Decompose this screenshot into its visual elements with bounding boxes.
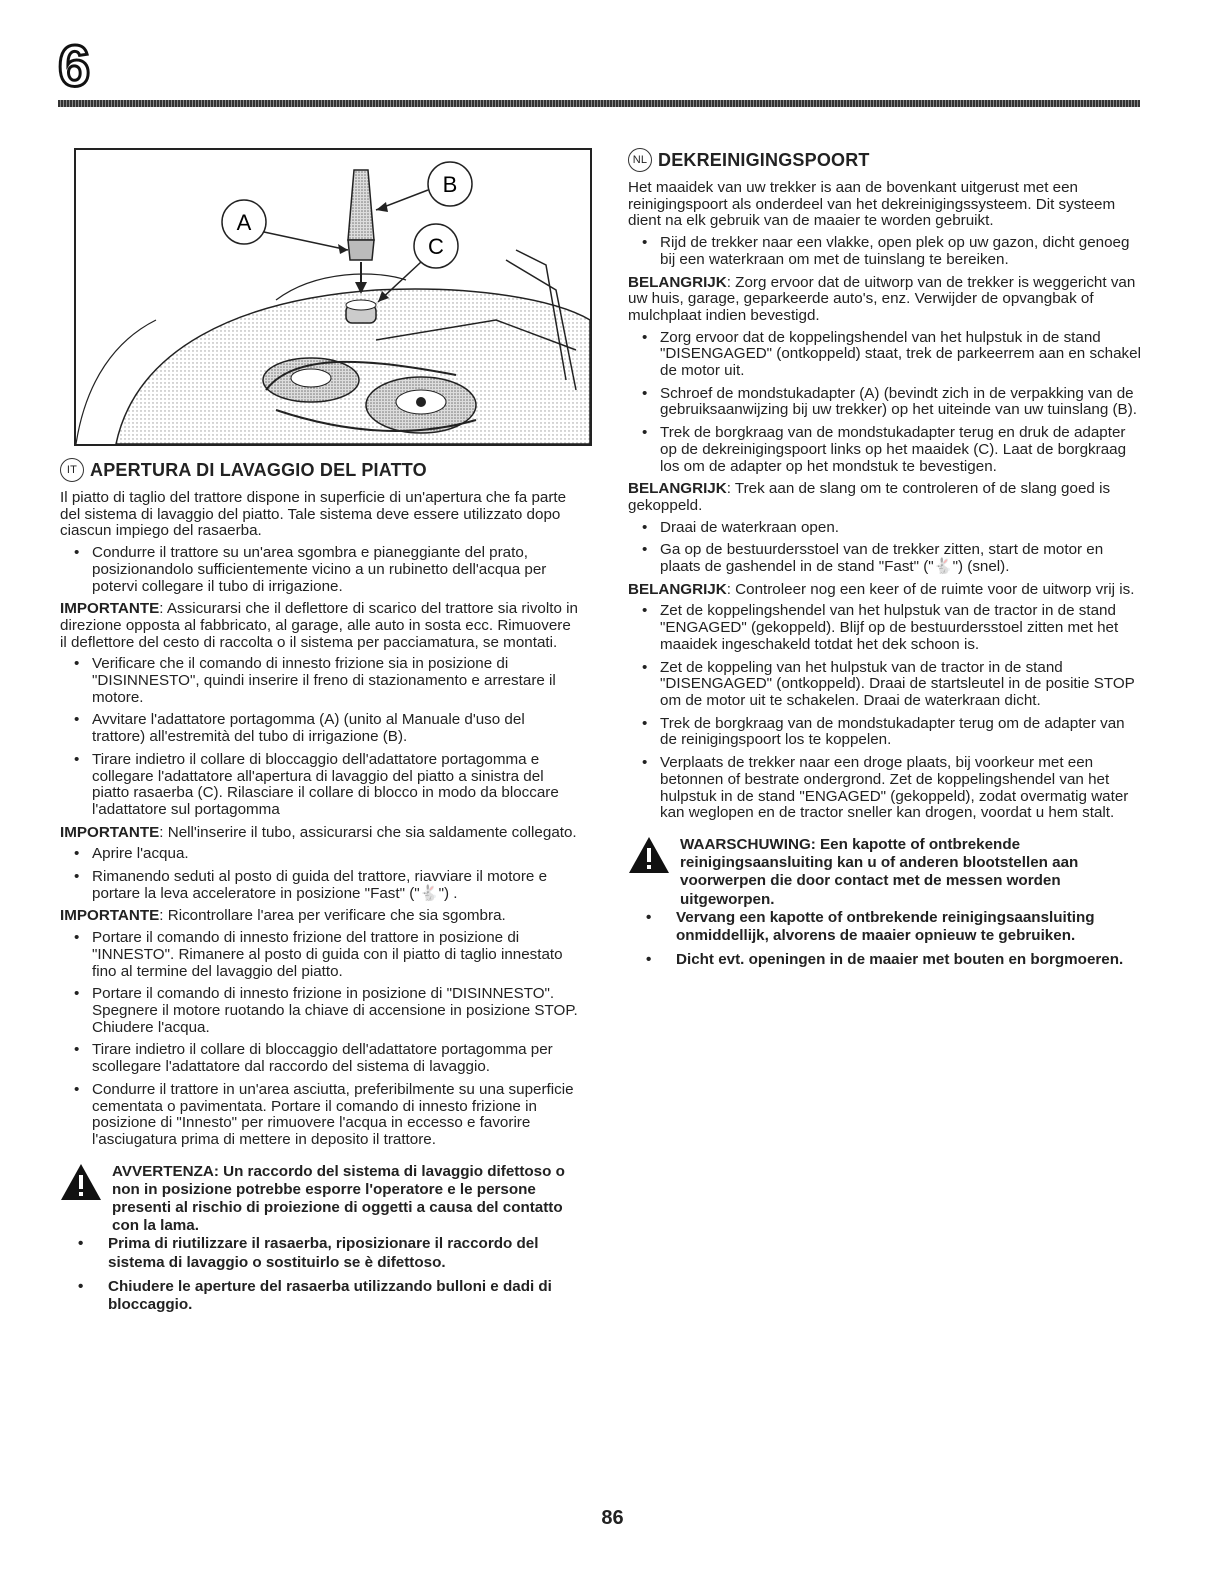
italian-steps-3 bbox=[60, 846, 580, 902]
dutch-title: DEKREINIGINGSPOORT bbox=[658, 149, 870, 170]
callout-b-label: B bbox=[442, 172, 458, 197]
italian-steps-2 bbox=[60, 656, 580, 818]
dutch-section bbox=[628, 148, 1141, 975]
dutch-warning bbox=[628, 836, 1141, 909]
list-item: • Trek de borgkraag van de mondstukadapter terug om de adapter van de reinigingspoort los te koppelen. bbox=[628, 716, 1141, 749]
italian-intro: Il piatto di taglio del trattore dispone in superficie di un'apertura che fa parte del sistema di lavaggio del piatto. Tale sistema deve essere utilizzato dopo ciascun impiego del rasaerba. bbox=[60, 489, 567, 540]
italian-title: APERTURA DI LAVAGGIO DEL PIATTO bbox=[90, 459, 427, 480]
mower-deck-illustration bbox=[76, 150, 590, 444]
list-item: • Rimanendo seduti al posto di guida del trattore, riavviare il motore e portare la leva acceleratore in posizione "Fast" ("🐇") . bbox=[60, 869, 580, 902]
dutch-warning-list bbox=[628, 909, 1141, 970]
list-item: • Zet de koppeling van het hulpstuk van de tractor in de stand "DISENGAGED" (ontkoppeld). Draai de startsleutel in de positie STOP om de motor uit te schakelen. Draai de waterkraan dicht. bbox=[628, 660, 1141, 710]
list-item: • Ga op de bestuurdersstoel van de trekker zitten, start de motor en plaats de gashendel in de stand "Fast" ("🐇") (snel). bbox=[628, 542, 1141, 575]
italian-important-2: IMPORTANTE: Nell'inserire il tubo, assicurarsi che sia saldamente collegato. bbox=[60, 823, 577, 841]
list-item: • Condurre il trattore in un'area asciutta, preferibilmente su una superficie cementata o pavimentata. Portare il comando di innesto frizione in posizione di "Innesto" per rimuovere l'acqua in eccesso e favorire l'asciugatura prima di mettere in deposito il trattore. bbox=[60, 1082, 580, 1149]
dutch-intro: Het maaidek van uw trekker is aan de bovenkant uitgerust met een reinigingspoort als onderdeel van het dekreinigingssysteem. Dit systeem dient na elk gebruik van de maaier te worden gebruikt. bbox=[628, 179, 1116, 230]
dutch-warning-text: WAARSCHUWING: Een kapotte of ontbrekende reinigingsaansluiting kan u of anderen blootstellen aan voorwerpen die door contact met de messen worden uitgeworpen. bbox=[680, 835, 1079, 908]
list-item: • Rijd de trekker naar een vlakke, open plek op uw gazon, dicht genoeg bij een waterkraan om met de tuinslang te bereiken. bbox=[628, 235, 1141, 268]
warning-icon bbox=[628, 836, 670, 874]
list-item: • Trek de borgkraag van de mondstukadapter terug en druk de adapter op de dekreinigingspoort links op het maaidek (C). Laat de borgkraag los om de adapter op het mondstuk te bevestigen. bbox=[628, 425, 1141, 475]
dutch-steps-2 bbox=[628, 330, 1141, 476]
chapter-number: 6 bbox=[58, 34, 91, 99]
list-item: • Schroef de mondstukadapter (A) (bevindt zich in de verpakking van de gebruiksaanwijzing bij uw trekker) op het uiteinde van uw tuinslang (B). bbox=[628, 386, 1141, 419]
warning-icon bbox=[60, 1163, 102, 1201]
dutch-language-badge: NL bbox=[628, 148, 652, 172]
dutch-steps-1 bbox=[628, 235, 1141, 268]
dutch-important-3: BELANGRIJK: Controleer nog een keer of de ruimte voor de uitworp vrij is. bbox=[628, 580, 1135, 598]
italian-section bbox=[60, 148, 580, 1320]
italian-important-3: IMPORTANTE: Ricontrollare l'area per verificare che sia sgombra. bbox=[60, 907, 506, 925]
dutch-steps-3 bbox=[628, 520, 1141, 576]
italian-warning-list bbox=[60, 1235, 580, 1314]
page-number: 86 bbox=[601, 1507, 624, 1529]
list-item: • Verplaats de trekker naar een droge plaats, bij voorkeur met een betonnen of bestrate ondergrond. Zet de koppelingshendel van het hulpstuk in de stand "ENGAGED" (gekoppeld), zodat overmatig water kan weglopen en de tractor sneller kan drogen, voordat u hem stalt. bbox=[628, 755, 1141, 822]
italian-steps-1 bbox=[60, 545, 580, 595]
italian-language-badge: IT bbox=[60, 458, 84, 482]
header-rule bbox=[58, 100, 1140, 107]
list-item: • Condurre il trattore su un'area sgombra e pianeggiante del prato, posizionandolo sufficientemente vicino a un rubinetto dell'acqua per potervi collegare il tubo di irrigazione. bbox=[60, 545, 580, 595]
deck-wash-figure bbox=[74, 148, 592, 446]
italian-important-1: IMPORTANTE: Assicurarsi che il deflettore di scarico del trattore sia rivolto in direzione opposta al fabbricato, al garage, alle auto in sosta ecc. Rimuovere il deflettore del cesto di raccolta o il sistema per pacciamatura, se montati. bbox=[60, 600, 578, 651]
list-item: • Avvitare l'adattatore portagomma (A) (unito al Manuale d'uso del trattore) all'estremità del tubo di irrigazione (B). bbox=[60, 712, 580, 745]
dutch-heading bbox=[628, 148, 1141, 172]
list-item: • Portare il comando di innesto frizione in posizione di "DISINNESTO". Spegnere il motore ruotando la chiave di accensione in posizione STOP. Chiudere l'acqua. bbox=[60, 986, 580, 1036]
list-item: • Zorg ervoor dat de koppelingshendel van het hulpstuk in de stand "DISENGAGED" (ontkoppeld) staat, trek de parkeerrem aan en schakel de motor uit. bbox=[628, 330, 1141, 380]
callout-c-label: C bbox=[428, 234, 444, 259]
dutch-important-2: BELANGRIJK: Trek aan de slang om te controleren of de slang goed is gekoppeld. bbox=[628, 480, 1111, 514]
list-item: • Draai de waterkraan open. bbox=[628, 520, 1141, 537]
dutch-important-1: BELANGRIJK: Zorg ervoor dat de uitworp van de trekker is weggericht van uw huis, garage, geparkeerde auto's, enz. Verwijder de opvangbak of mulchplaat indien bevestigd. bbox=[628, 273, 1136, 324]
italian-warning bbox=[60, 1163, 580, 1236]
callout-a-label: A bbox=[236, 210, 252, 235]
list-item: • Chiudere le aperture del rasaerba utilizzando bulloni e dadi di bloccaggio. bbox=[60, 1278, 580, 1314]
list-item: • Tirare indietro il collare di bloccaggio dell'adattatore portagomma per scollegare l'adattatore dal raccordo del sistema di lavaggio. bbox=[60, 1042, 580, 1075]
italian-steps-4 bbox=[60, 930, 580, 1148]
list-item: • Prima di riutilizzare il rasaerba, riposizionare il raccordo del sistema di lavaggio o sostituirlo se è difettoso. bbox=[60, 1235, 580, 1271]
list-item: • Vervang een kapotte of ontbrekende reinigingsaansluiting onmiddellijk, alvorens de maaier opnieuw te gebruiken. bbox=[628, 909, 1141, 945]
list-item: • Dicht evt. openingen in de maaier met bouten en borgmoeren. bbox=[628, 951, 1141, 969]
italian-warning-text: AVVERTENZA: Un raccordo del sistema di lavaggio difettoso o non in posizione potrebbe esporre l'operatore e le persone presenti al rischio di proiezione di oggetti a causa del contatto con la lama. bbox=[112, 1162, 565, 1235]
italian-heading bbox=[60, 458, 580, 482]
list-item: • Tirare indietro il collare di bloccaggio dell'adattatore portagomma e collegare l'adattatore all'apertura di lavaggio del piatto a sinistra del piatto rasaerba (C). Rilasciare il collare di blocco in modo da bloccare l'adattatore sul portagomma bbox=[60, 752, 580, 819]
list-item: • Verificare che il comando di innesto frizione sia in posizione di "DISINNESTO", quindi inserire il freno di stazionamento e arrestare il motore. bbox=[60, 656, 580, 706]
list-item: • Zet de koppelingshendel van het hulpstuk van de tractor in de stand "ENGAGED" (gekoppeld). Blijf op de bestuurdersstoel zitten met het maaidek ingeschakeld totdat het dek schoon is. bbox=[628, 603, 1141, 653]
dutch-steps-4 bbox=[628, 603, 1141, 821]
list-item: • Aprire l'acqua. bbox=[60, 846, 580, 863]
list-item: • Portare il comando di innesto frizione del trattore in posizione di "INNESTO". Rimanere al posto di guida con il piatto di taglio innestato fino al termine del lavaggio del piatto. bbox=[60, 930, 580, 980]
